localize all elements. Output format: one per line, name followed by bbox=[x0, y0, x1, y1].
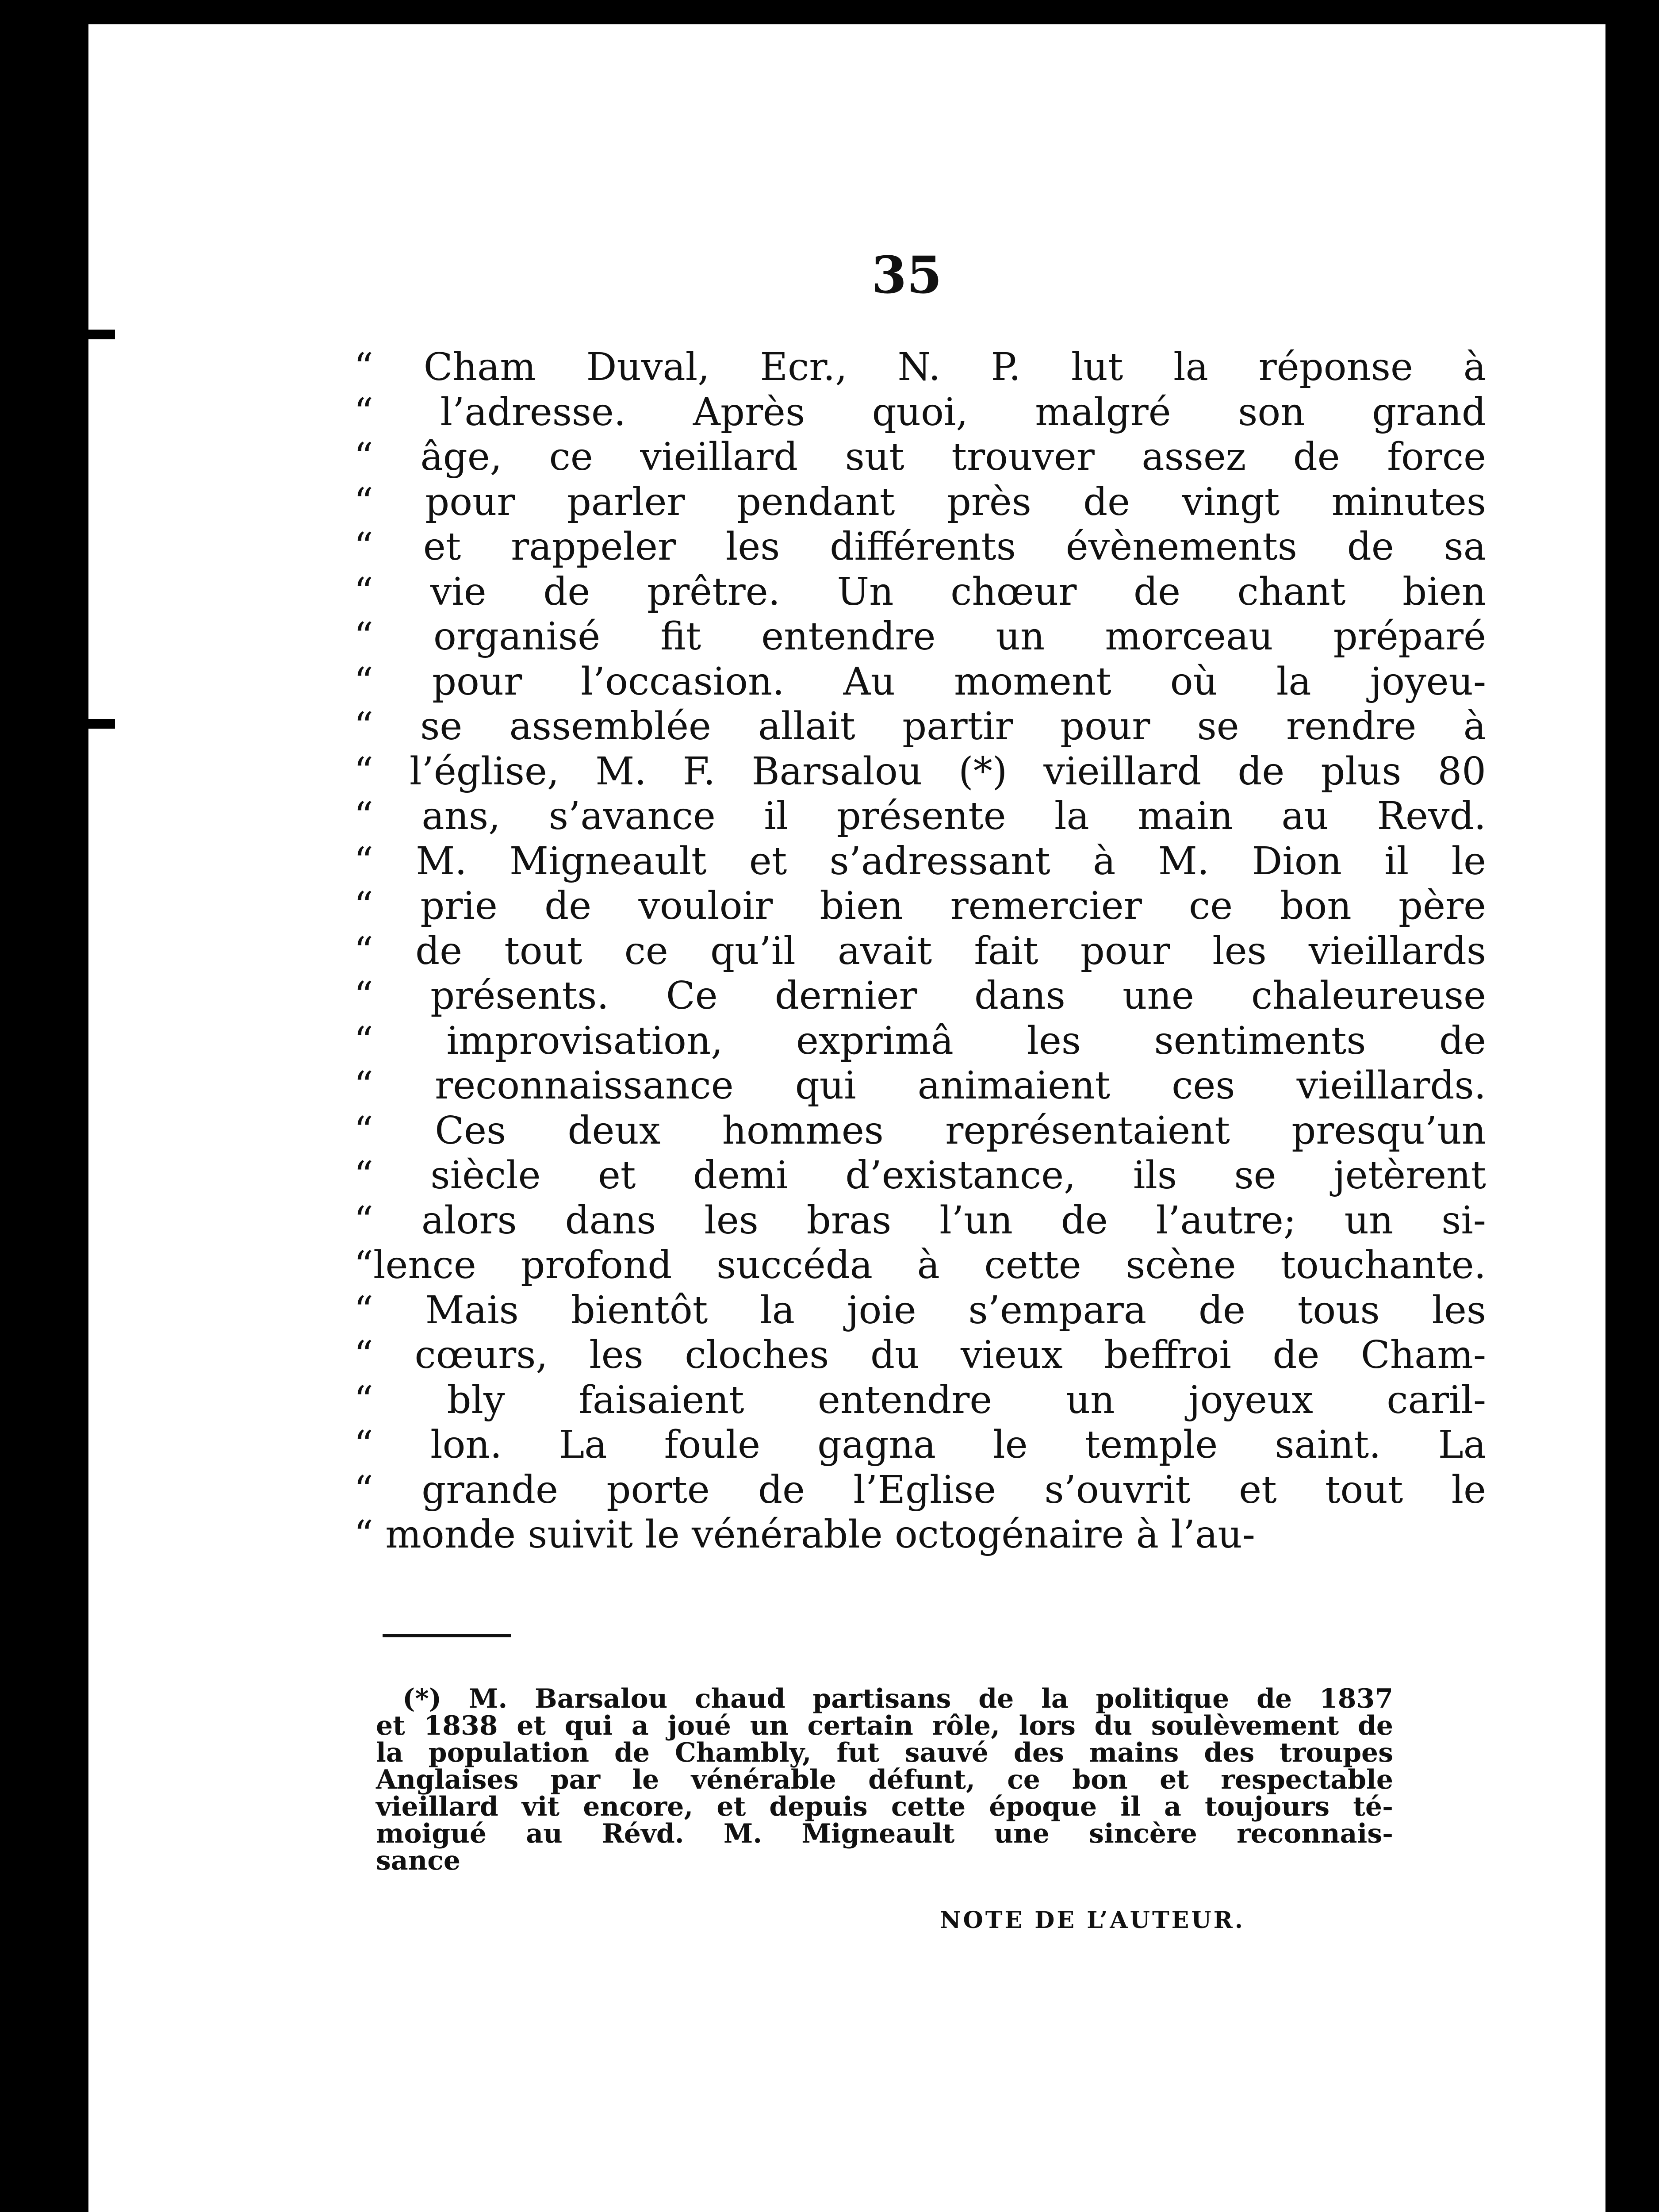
text-line: “ alors dans les bras l’un de l’autre; un si- bbox=[354, 1198, 1486, 1243]
text-line: “ pour l’occasion. Au moment où la joyeu- bbox=[354, 659, 1486, 704]
footnote-line: sance bbox=[376, 1845, 460, 1876]
footnote-line: la population de Chambly, fut sauvé des mains des troupes bbox=[376, 1737, 1393, 1768]
footnote-line: Anglaises par le vénérable défunt, ce bon et respectable bbox=[376, 1764, 1393, 1795]
text-line: “ vie de prêtre. Un chœur de chant bien bbox=[354, 569, 1486, 614]
text-line: “ se assemblée allait partir pour se rendre à bbox=[354, 704, 1486, 749]
footnote bbox=[376, 1683, 1393, 1876]
text-line: “ Ces deux hommes représentaient presqu’un bbox=[354, 1108, 1486, 1153]
text-line: “ et rappeler les différents évènements de sa bbox=[354, 525, 1486, 569]
text-line: “ improvisation, exprimâ les sentiments de bbox=[354, 1018, 1486, 1063]
text-line: “ cœurs, les cloches du vieux beffroi de Cham- bbox=[354, 1333, 1486, 1377]
footnote-line: moigué au Révd. M. Migneault une sincère reconnais- bbox=[376, 1818, 1393, 1849]
body-text bbox=[354, 345, 1486, 1558]
footnote-line: (*) M. Barsalou chaud partisans de la politique de 1837 bbox=[402, 1683, 1393, 1714]
text-line: “ présents. Ce dernier dans une chaleureuse bbox=[354, 974, 1486, 1018]
text-line: “ lon. La foule gagna le temple saint. La bbox=[354, 1423, 1486, 1467]
page-number: 35 bbox=[871, 246, 943, 305]
text-line: “ monde suivit le vénérable octogénaire à l’au- bbox=[354, 1513, 1255, 1557]
footnote-line: et 1838 et qui a joué un certain rôle, lors du soulèvement de bbox=[376, 1710, 1393, 1741]
text-line: “ grande porte de l’Eglise s’ouvrit et tout le bbox=[354, 1467, 1486, 1512]
text-line: “ M. Migneault et s’adressant à M. Dion il le bbox=[354, 839, 1486, 883]
book-page bbox=[88, 24, 1605, 2212]
binding-mark bbox=[88, 719, 115, 729]
text-line: “lence profond succéda à cette scène touchante. bbox=[354, 1243, 1486, 1287]
text-line: “ pour parler pendant près de vingt minutes bbox=[354, 480, 1486, 524]
footnote-line: vieillard vit encore, et depuis cette époque il a toujours té- bbox=[376, 1791, 1393, 1822]
text-line: “ Cham Duval, Ecr., N. P. lut la réponse à bbox=[354, 345, 1486, 389]
text-line: “ l’église, M. F. Barsalou (*) vieillard de plus 80 bbox=[354, 749, 1486, 794]
text-line: “ bly faisaient entendre un joyeux caril- bbox=[354, 1378, 1486, 1422]
binding-mark bbox=[88, 330, 115, 339]
text-line: “ âge, ce vieillard sut trouver assez de force bbox=[354, 435, 1486, 479]
text-line: “ l’adresse. Après quoi, malgré son grand bbox=[354, 390, 1486, 434]
text-line: “ ans, s’avance il présente la main au Revd. bbox=[354, 794, 1486, 838]
text-line: “ organisé fit entendre un morceau préparé bbox=[354, 614, 1486, 659]
text-line: “ prie de vouloir bien remercier ce bon père bbox=[354, 884, 1486, 928]
footnote-rule bbox=[383, 1634, 511, 1637]
author-note: NOTE DE L’AUTEUR. bbox=[940, 1907, 1245, 1934]
text-line: “ siècle et demi d’existance, ils se jetèrent bbox=[354, 1153, 1486, 1198]
text-line: “ reconnaissance qui animaient ces vieillards. bbox=[354, 1064, 1486, 1108]
text-line: “ de tout ce qu’il avait fait pour les vieillards bbox=[354, 929, 1486, 973]
text-line: “ Mais bientôt la joie s’empara de tous les bbox=[354, 1288, 1486, 1333]
